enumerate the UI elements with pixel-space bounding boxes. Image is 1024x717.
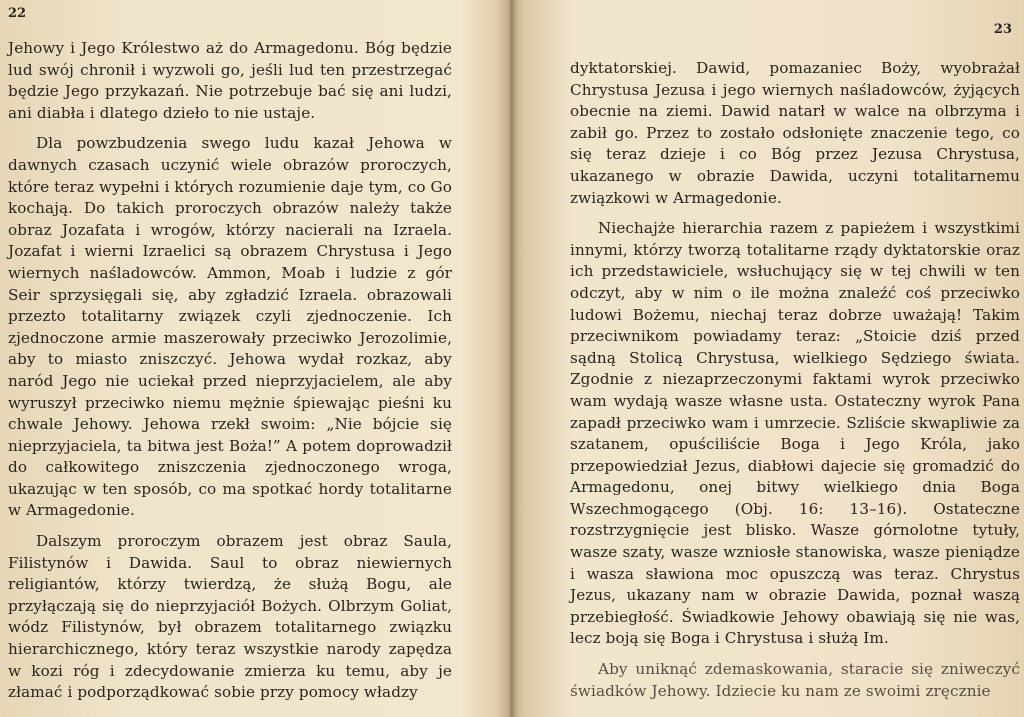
right-paragraph-2: Niechajże hierarchia razem z papieżem i wszystkimi innymi, którzy tworzą totalitarne rządy dyktatorskie oraz ich przedstawiciele, wsłuchujący się w tej chwili w ten odczyt, aby w nim o ile można znaleźć coś przeciwko ludowi Bożemu, niechaj teraz dobrze uważają! Takim przeciwnikom powiadamy teraz: „Stoicie dziś przed sądną Stolicą Chrystusa, wielkiego Sędziego świata. Zgodnie z niezaprzeczonymi faktami wyrok przeciwko wam wydają wasze własne usta. Ostateczny wyrok Pana zapadł przeciwko wam i umrzecie. Szliście skwapliwie za szatanem, opuściliście Boga i Jego Króla, jako przepowiedział Jezus, diabłowi dajecie się gromadzić do Armagedonu, onej bitwy wielkiego dnia Boga Wszechmogącego (Obj. 16: 13–16). Ostateczne rozstrzygnięcie jest blisko. Wasze górnolotne tytuły, wasze szaty, wasze wzniosłe stanowiska, wasze pieniądze i wasza sławiona moc opuszczą was teraz. Chrystus Jezus, ukazany nam w obrazie Dawida, poznał waszą przebiegłość. Świadkowie Jehowy obawiają się nie was, lecz boją się Boga i Chrystusa i służą Im.: [570, 219, 1020, 648]
page-number-left: 22: [8, 6, 27, 21]
right-paragraph-1: dyktatorskiej. Dawid, pomazaniec Boży, wyobrażał Chrystusa Jezusa i jego wiernych naśladowców, żyjących obecnie na ziemi. Dawid natarł w walce na olbrzyma i zabił go. Przez to zostało odsłonięte znaczenie tego, co się teraz dzieje i co Bóg przez Jezusa Chrystusa, ukazanego w obrazie Dawida, uczyni totalitarnemu związkowi w Armagedonie.: [570, 59, 1020, 207]
left-page-text: [8, 38, 452, 713]
right-paragraph-3: Aby uniknąć zdemaskowania, staracie się zniweczyć świadków Jehowy. Idziecie ku nam ze swoimi zręcznie: [570, 660, 1020, 700]
right-page-text: [570, 58, 1020, 711]
right-page: [516, 0, 1024, 717]
page-number-right: 23: [993, 22, 1012, 37]
left-page: [0, 0, 508, 717]
left-paragraph-1: Jehowy i Jego Królestwo aż do Armagedonu. Bóg będzie lud swój chronił i wyzwoli go, jeśli lud ten przestrzegać będzie Jego przykazań. Nie potrzebuje bać się ani ludzi, ani diabła i dlatego dzieło to nie ustaje.: [8, 39, 452, 122]
left-paragraph-2: Dla powzbudzenia swego ludu kazał Jehowa w dawnych czasach uczynić wiele obrazów proroczych, które teraz wypełni i których rozumienie daje tym, co Go kochają. Do takich proroczych obrazów należy także obraz Jozafata i wrogów, którzy nacierali na Izraela. Jozafat i wierni Izraelici są obrazem Chrystusa i Jego wiernych naśladowców. Ammon, Moab i ludzie z gór Seir sprzysięgali się, aby zgładzić Izraela. obrazowali przezto totalitarny związek czyli zjednoczenie. Ich zjednoczone armie maszerowały przeciwko Jerozolimie, aby to miasto zniszczyć. Jehowa wydał rozkaz, aby naród Jego nie uciekał przed nieprzyjacielem, ale aby wyruszył przeciwko niemu mężnie śpiewając pieśni ku chwale Jehowy. Jehowa rzekł swoim: „Nie bójcie się nieprzyjaciela, ta bitwa jest Boża!” A potem doprowadził do całkowitego zniszczenia zjednoczonego wroga, ukazując w ten sposób, co ma spotkać hordy totalitarne w Armagedonie.: [8, 134, 452, 520]
left-paragraph-3: Dalszym proroczym obrazem jest obraz Saula, Filistynów i Dawida. Saul to obraz niewiernych religiantów, którzy twierdzą, że służą Bogu, ale przyłączają się do nieprzyjaciół Bożych. Olbrzym Goliat, wódz Filistynów, był obrazem totalitarnego związku hierarchicznego, który teraz wszystkie narody zapędza w kozi róg i zdecydowanie zmierza ku temu, aby je złamać i podporządkować sobie przy pomocy władzy: [8, 532, 452, 702]
